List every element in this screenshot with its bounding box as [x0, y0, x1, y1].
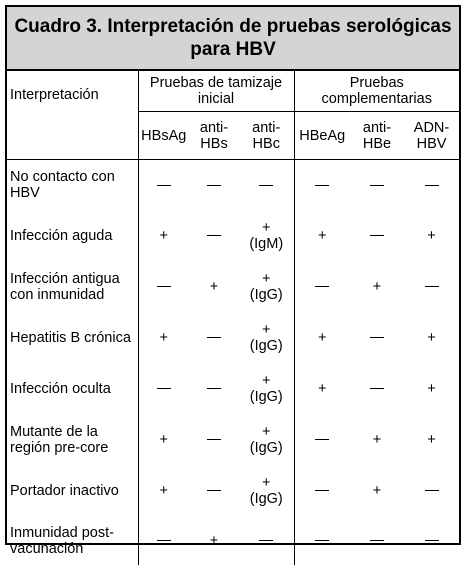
- negative-dash: [370, 388, 384, 389]
- header-col-anti-hbe: anti-HBe: [350, 112, 404, 160]
- result-cell: [189, 312, 239, 363]
- result-cell: [350, 312, 404, 363]
- result-value: +: [160, 483, 168, 499]
- table-row: [7, 160, 459, 211]
- table-row: [7, 414, 459, 465]
- result-cell: [404, 210, 459, 261]
- result-value: + (IgG): [250, 424, 283, 456]
- row-label: Infección antigua con inmunidad: [7, 261, 138, 312]
- table-row: [7, 363, 459, 414]
- result-cell: [239, 261, 294, 312]
- result-value: + (IgG): [250, 322, 283, 354]
- result-cell: [189, 465, 239, 516]
- negative-dash: [370, 540, 384, 541]
- negative-dash: [207, 388, 221, 389]
- result-value: +: [373, 279, 381, 295]
- negative-dash: [157, 286, 171, 287]
- result-cell: [239, 516, 294, 565]
- negative-dash: [315, 185, 329, 186]
- header-col-anti-hbc: anti-HBc: [239, 112, 294, 160]
- result-cell: [294, 516, 350, 565]
- result-cell: [138, 516, 189, 565]
- negative-dash: [425, 185, 439, 186]
- result-cell: [239, 414, 294, 465]
- result-cell: [138, 160, 189, 211]
- table-title: Cuadro 3. Interpretación de pruebas serológicas para HBV: [7, 15, 459, 61]
- header-col-anti-hbs: anti-HBs: [189, 112, 239, 160]
- result-value: +: [427, 330, 435, 346]
- result-cell: [404, 465, 459, 516]
- result-value: +: [427, 381, 435, 397]
- result-cell: [294, 465, 350, 516]
- negative-dash: [157, 388, 171, 389]
- table-body: [7, 160, 459, 565]
- table-row: [7, 261, 459, 312]
- negative-dash: [315, 439, 329, 440]
- result-cell: [138, 465, 189, 516]
- result-cell: [239, 160, 294, 211]
- result-cell: [350, 160, 404, 211]
- table-row: [7, 465, 459, 516]
- result-cell: [294, 261, 350, 312]
- negative-dash: [315, 286, 329, 287]
- negative-dash: [370, 235, 384, 236]
- negative-dash: [207, 185, 221, 186]
- negative-dash: [207, 337, 221, 338]
- row-label: Inmunidad post-vacunación: [7, 516, 138, 565]
- header-row-groups: [7, 71, 459, 112]
- result-cell: [404, 363, 459, 414]
- result-cell: [189, 414, 239, 465]
- result-cell: [404, 312, 459, 363]
- result-cell: [350, 414, 404, 465]
- result-cell: [404, 414, 459, 465]
- result-value: +: [318, 228, 326, 244]
- result-cell: [404, 516, 459, 565]
- result-value: + (IgM): [249, 220, 283, 252]
- row-label: Infección aguda: [7, 210, 138, 261]
- negative-dash: [425, 540, 439, 541]
- result-cell: [138, 210, 189, 261]
- serology-table: [7, 71, 459, 565]
- result-cell: [239, 363, 294, 414]
- table-title-bar: [7, 7, 459, 71]
- result-cell: [138, 261, 189, 312]
- row-label: Hepatitis B crónica: [7, 312, 138, 363]
- header-col-hbeag: HBeAg: [294, 112, 350, 160]
- negative-dash: [315, 490, 329, 491]
- negative-dash: [425, 490, 439, 491]
- result-cell: [350, 465, 404, 516]
- result-cell: [404, 261, 459, 312]
- result-cell: [350, 210, 404, 261]
- result-value: +: [373, 483, 381, 499]
- result-cell: [189, 210, 239, 261]
- header-col-hbsag: HBsAg: [138, 112, 189, 160]
- negative-dash: [315, 540, 329, 541]
- negative-dash: [370, 337, 384, 338]
- header-group-screening: Pruebas de tamizaje inicial: [138, 71, 294, 112]
- result-cell: [294, 312, 350, 363]
- result-value: +: [427, 228, 435, 244]
- result-cell: [138, 363, 189, 414]
- result-cell: [294, 160, 350, 211]
- negative-dash: [157, 185, 171, 186]
- result-cell: [294, 414, 350, 465]
- header-interpretation: Interpretación: [7, 71, 138, 160]
- result-value: +: [318, 330, 326, 346]
- negative-dash: [207, 439, 221, 440]
- row-label: Portador inactivo: [7, 465, 138, 516]
- result-cell: [138, 312, 189, 363]
- result-cell: [138, 414, 189, 465]
- result-cell: [189, 363, 239, 414]
- result-value: +: [160, 432, 168, 448]
- header-col-adn-hbv: ADN-HBV: [404, 112, 459, 160]
- row-label: No contacto con HBV: [7, 160, 138, 211]
- result-value: + (IgG): [250, 271, 283, 303]
- header-group-complementary: Pruebas complementarias: [294, 71, 459, 112]
- result-value: +: [160, 228, 168, 244]
- result-cell: [239, 465, 294, 516]
- result-value: +: [160, 330, 168, 346]
- negative-dash: [259, 540, 273, 541]
- table-row: [7, 312, 459, 363]
- table-row: [7, 516, 459, 565]
- result-value: + (IgG): [250, 475, 283, 507]
- result-cell: [239, 312, 294, 363]
- result-cell: [350, 516, 404, 565]
- table-frame: [5, 5, 461, 545]
- row-label: Infección oculta: [7, 363, 138, 414]
- row-label: Mutante de la región pre-core: [7, 414, 138, 465]
- result-cell: [294, 210, 350, 261]
- negative-dash: [259, 185, 273, 186]
- negative-dash: [207, 490, 221, 491]
- result-cell: [404, 160, 459, 211]
- negative-dash: [207, 235, 221, 236]
- result-cell: [189, 261, 239, 312]
- result-value: +: [427, 432, 435, 448]
- negative-dash: [157, 540, 171, 541]
- negative-dash: [425, 286, 439, 287]
- result-value: + (IgG): [250, 373, 283, 405]
- negative-dash: [370, 185, 384, 186]
- result-cell: [350, 261, 404, 312]
- result-value: +: [318, 381, 326, 397]
- result-cell: [239, 210, 294, 261]
- result-cell: [189, 516, 239, 565]
- result-cell: [189, 160, 239, 211]
- result-value: +: [210, 279, 218, 295]
- result-value: +: [373, 432, 381, 448]
- table-row: [7, 210, 459, 261]
- result-cell: [350, 363, 404, 414]
- result-cell: [294, 363, 350, 414]
- result-value: +: [210, 533, 218, 549]
